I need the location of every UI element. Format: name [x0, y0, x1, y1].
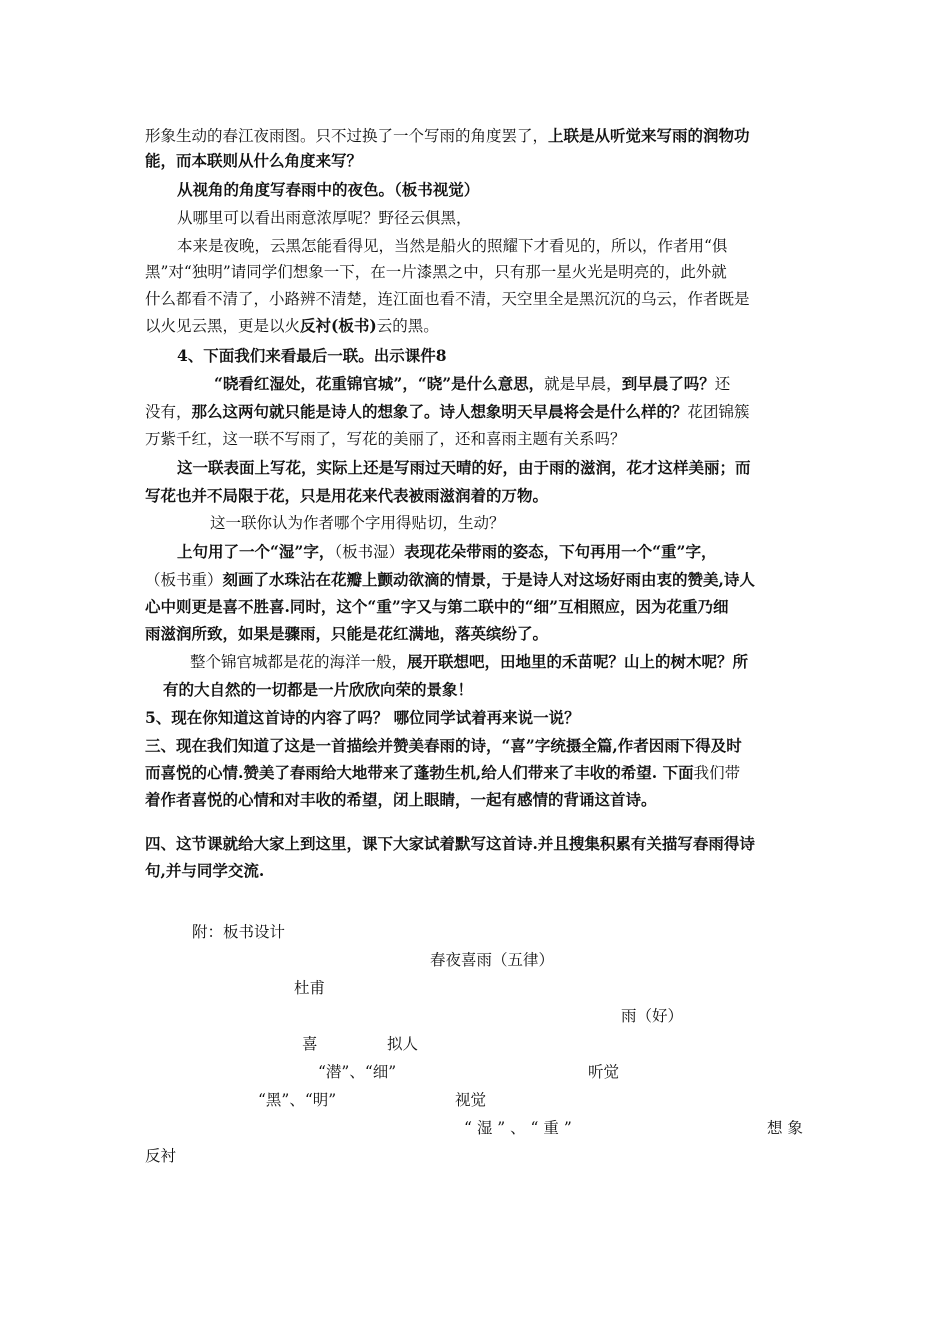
- board-item: 雨（好）: [621, 1007, 684, 1025]
- paragraph-line: 以火见云黑，更是以火反衬(板书)云的黑。: [145, 316, 439, 335]
- paragraph-line: 万紫千红，这一联不写雨了，写花的美丽了，还和喜雨主题有关系吗？: [145, 430, 626, 448]
- paragraph-line: 从视角的角度写春雨中的夜色。（板书视觉）: [177, 180, 480, 199]
- paragraph-line: 本来是夜晚，云黑怎能看得见，当然是船火的照耀下才看见的，所以，作者用“俱: [177, 237, 728, 255]
- board-author: 杜甫: [294, 979, 326, 997]
- board-item: “ 湿 ” 、 “ 重 ”: [464, 1119, 572, 1137]
- paragraph-line: 着作者喜悦的心情和对丰收的希望，闭上眼睛，一起有感情的背诵这首诗。: [145, 790, 657, 809]
- paragraph-line: 写花也并不局限于花，只是用花来代表被雨滋润着的万物。: [145, 486, 549, 505]
- board-item: 听觉: [588, 1063, 620, 1081]
- paragraph-line: 形象生动的春江夜雨图。只不过换了一个写雨的角度罢了，上联是从听觉来写雨的润物功: [145, 126, 750, 145]
- paragraph-line: 上句用了一个“湿”字，（板书湿）表现花朵带雨的姿态，下句再用一个“重”字，: [177, 542, 717, 561]
- paragraph-line: 从哪里可以看出雨意浓厚呢？野径云俱黑，: [177, 209, 472, 227]
- board-item: 喜: [302, 1035, 318, 1053]
- paragraph-line: 这一联表面上写花，实际上还是写雨过天晴的好，由于雨的滋润，花才这样美丽；而: [177, 458, 751, 477]
- paragraph-line: 什么都看不清了，小路辨不清楚，连江面也看不清，天空里全是黑沉沉的乌云，作者既是: [145, 290, 750, 308]
- paragraph-line: 没有，那么这两句就只能是诗人的想象了。诗人想象明天早晨将会是什么样的？花团锦簇: [145, 402, 750, 421]
- board-item: 视觉: [455, 1091, 487, 1109]
- paragraph-line: “晓看红湿处，花重锦官城”，“晓”是什么意思，就是早晨，到早晨了吗？还: [214, 374, 731, 393]
- paragraph-line: 4、下面我们来看最后一联。出示课件8: [177, 346, 447, 365]
- paragraph-line: 整个锦官城都是花的海洋一般，展开联想吧，田地里的禾苗呢？山上的树木呢？所: [190, 652, 749, 671]
- board-item: “黑”、“明”: [258, 1091, 337, 1109]
- paragraph-line: （板书重）刻画了水珠沾在花瓣上颤动欲滴的情景，于是诗人对这场好雨由衷的赞美,诗人: [145, 570, 755, 589]
- board-item: 拟人: [387, 1035, 419, 1053]
- board-heading: 附：板书设计: [192, 923, 286, 941]
- paragraph-line: 四、这节课就给大家上到这里，课下大家试着默写这首诗.并且搜集积累有关描写春雨得诗: [145, 834, 755, 853]
- paragraph-line: 雨滋润所致，如果是骤雨，只能是花红满地，落英缤纷了。: [145, 624, 549, 643]
- paragraph-line: 心中则更是喜不胜喜.同时，这个“重”字又与第二联中的“细”互相照应，因为花重乃细: [145, 597, 729, 616]
- board-item: 反衬: [145, 1147, 177, 1165]
- paragraph-line: 黑”对“独明”请同学们想象一下，在一片漆黑之中，只有那一星火光是明亮的，此外就: [145, 263, 727, 281]
- board-item: 想 象: [767, 1119, 803, 1137]
- paragraph-line: 句,并与同学交流.: [145, 861, 265, 880]
- paragraph-line: 这一联你认为作者哪个字用得贴切，生动？: [210, 514, 505, 532]
- paragraph-line: 能，而本联则从什么角度来写？: [145, 151, 363, 170]
- paragraph-line: 5、现在你知道这首诗的内容了吗？ 哪位同学试着再来说一说？: [145, 708, 580, 727]
- paragraph-line: 而喜悦的心情.赞美了春雨给大地带来了蓬勃生机,给人们带来了丰收的希望. 下面我们带: [145, 763, 741, 782]
- paragraph-line: 三、现在我们知道了这是一首描绘并赞美春雨的诗，“喜”字统摄全篇,作者因雨下得及时: [145, 736, 742, 755]
- board-title: 春夜喜雨（五律）: [430, 951, 555, 969]
- paragraph-line: 有的大自然的一切都是一片欣欣向荣的景象！: [163, 680, 474, 699]
- board-item: “潜”、“细”: [318, 1063, 397, 1081]
